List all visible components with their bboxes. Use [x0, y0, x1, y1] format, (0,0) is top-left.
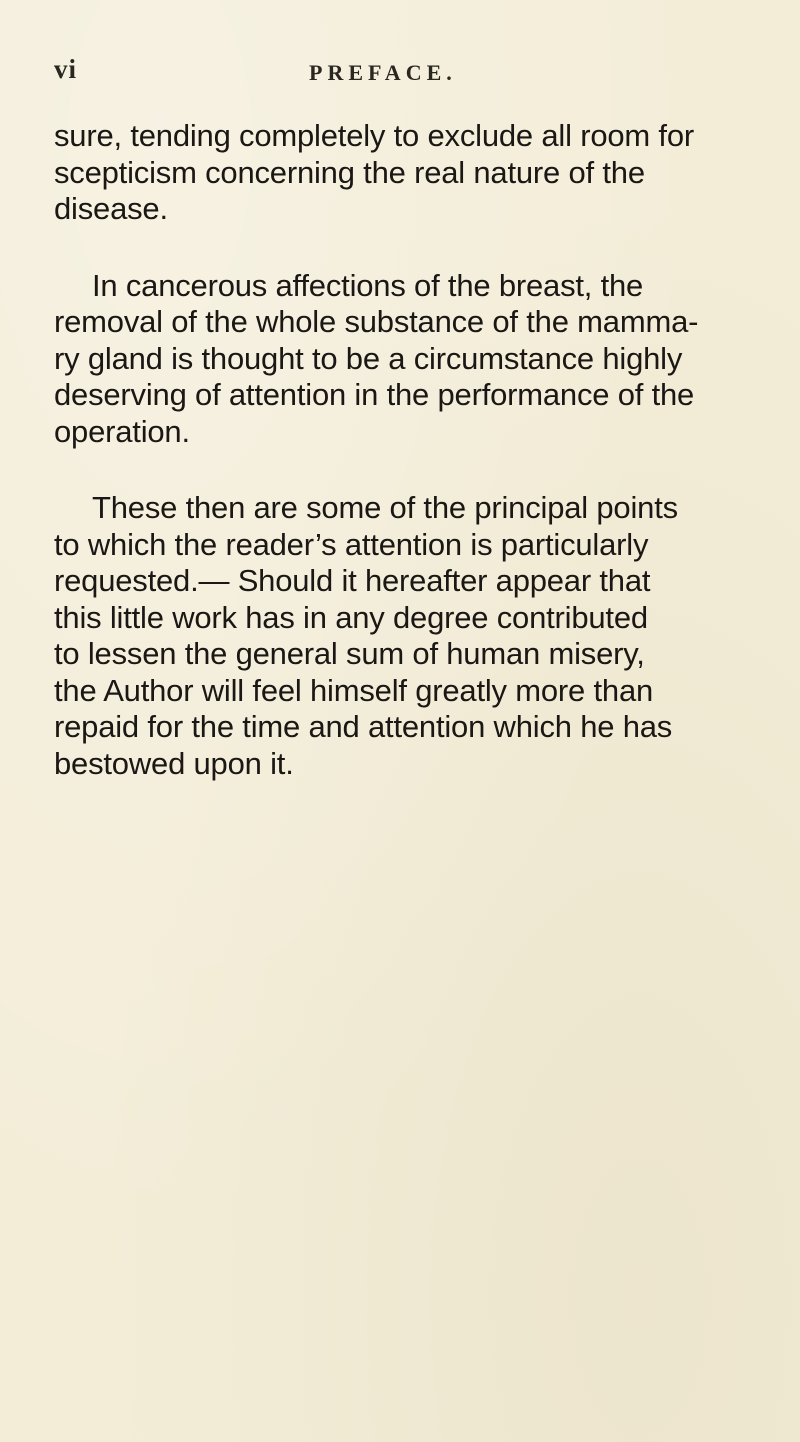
text-line: These then are some of the principal points [92, 490, 678, 525]
text-line: removal of the whole substance of the mamma- [54, 304, 699, 339]
text-line: the Author will feel himself greatly more than [54, 672, 654, 708]
text-line: operation. [54, 413, 190, 449]
text-line: bestowed upon it. [54, 745, 294, 781]
paragraph-1 [54, 118, 776, 228]
text-line: to lessen the general sum of human misery, [54, 636, 645, 671]
text-line: repaid for the time and attention which he has [54, 709, 673, 744]
text-line: In cancerous affections of the breast, the [92, 267, 644, 303]
text-line: requested.— Should it hereafter appear that [54, 563, 651, 598]
text-line: to which the reader’s attention is particularly [54, 526, 649, 562]
running-head [54, 54, 740, 94]
section-title: PREFACE. [309, 60, 457, 85]
text-line: scepticism concerning the real nature of the [54, 154, 645, 190]
paragraph-2 [54, 268, 776, 451]
text-line: ry gland is thought to be a circumstance highly [54, 340, 683, 376]
text-line: deserving of attention in the performance of the [54, 377, 695, 412]
body-text [54, 118, 776, 782]
text-line: this little work has in any degree contributed [54, 599, 648, 635]
text-line: disease. [54, 191, 168, 226]
text-line: sure, tending completely to exclude all room for [54, 118, 695, 153]
page-number: vi [54, 54, 78, 84]
paragraph-3 [54, 490, 776, 782]
